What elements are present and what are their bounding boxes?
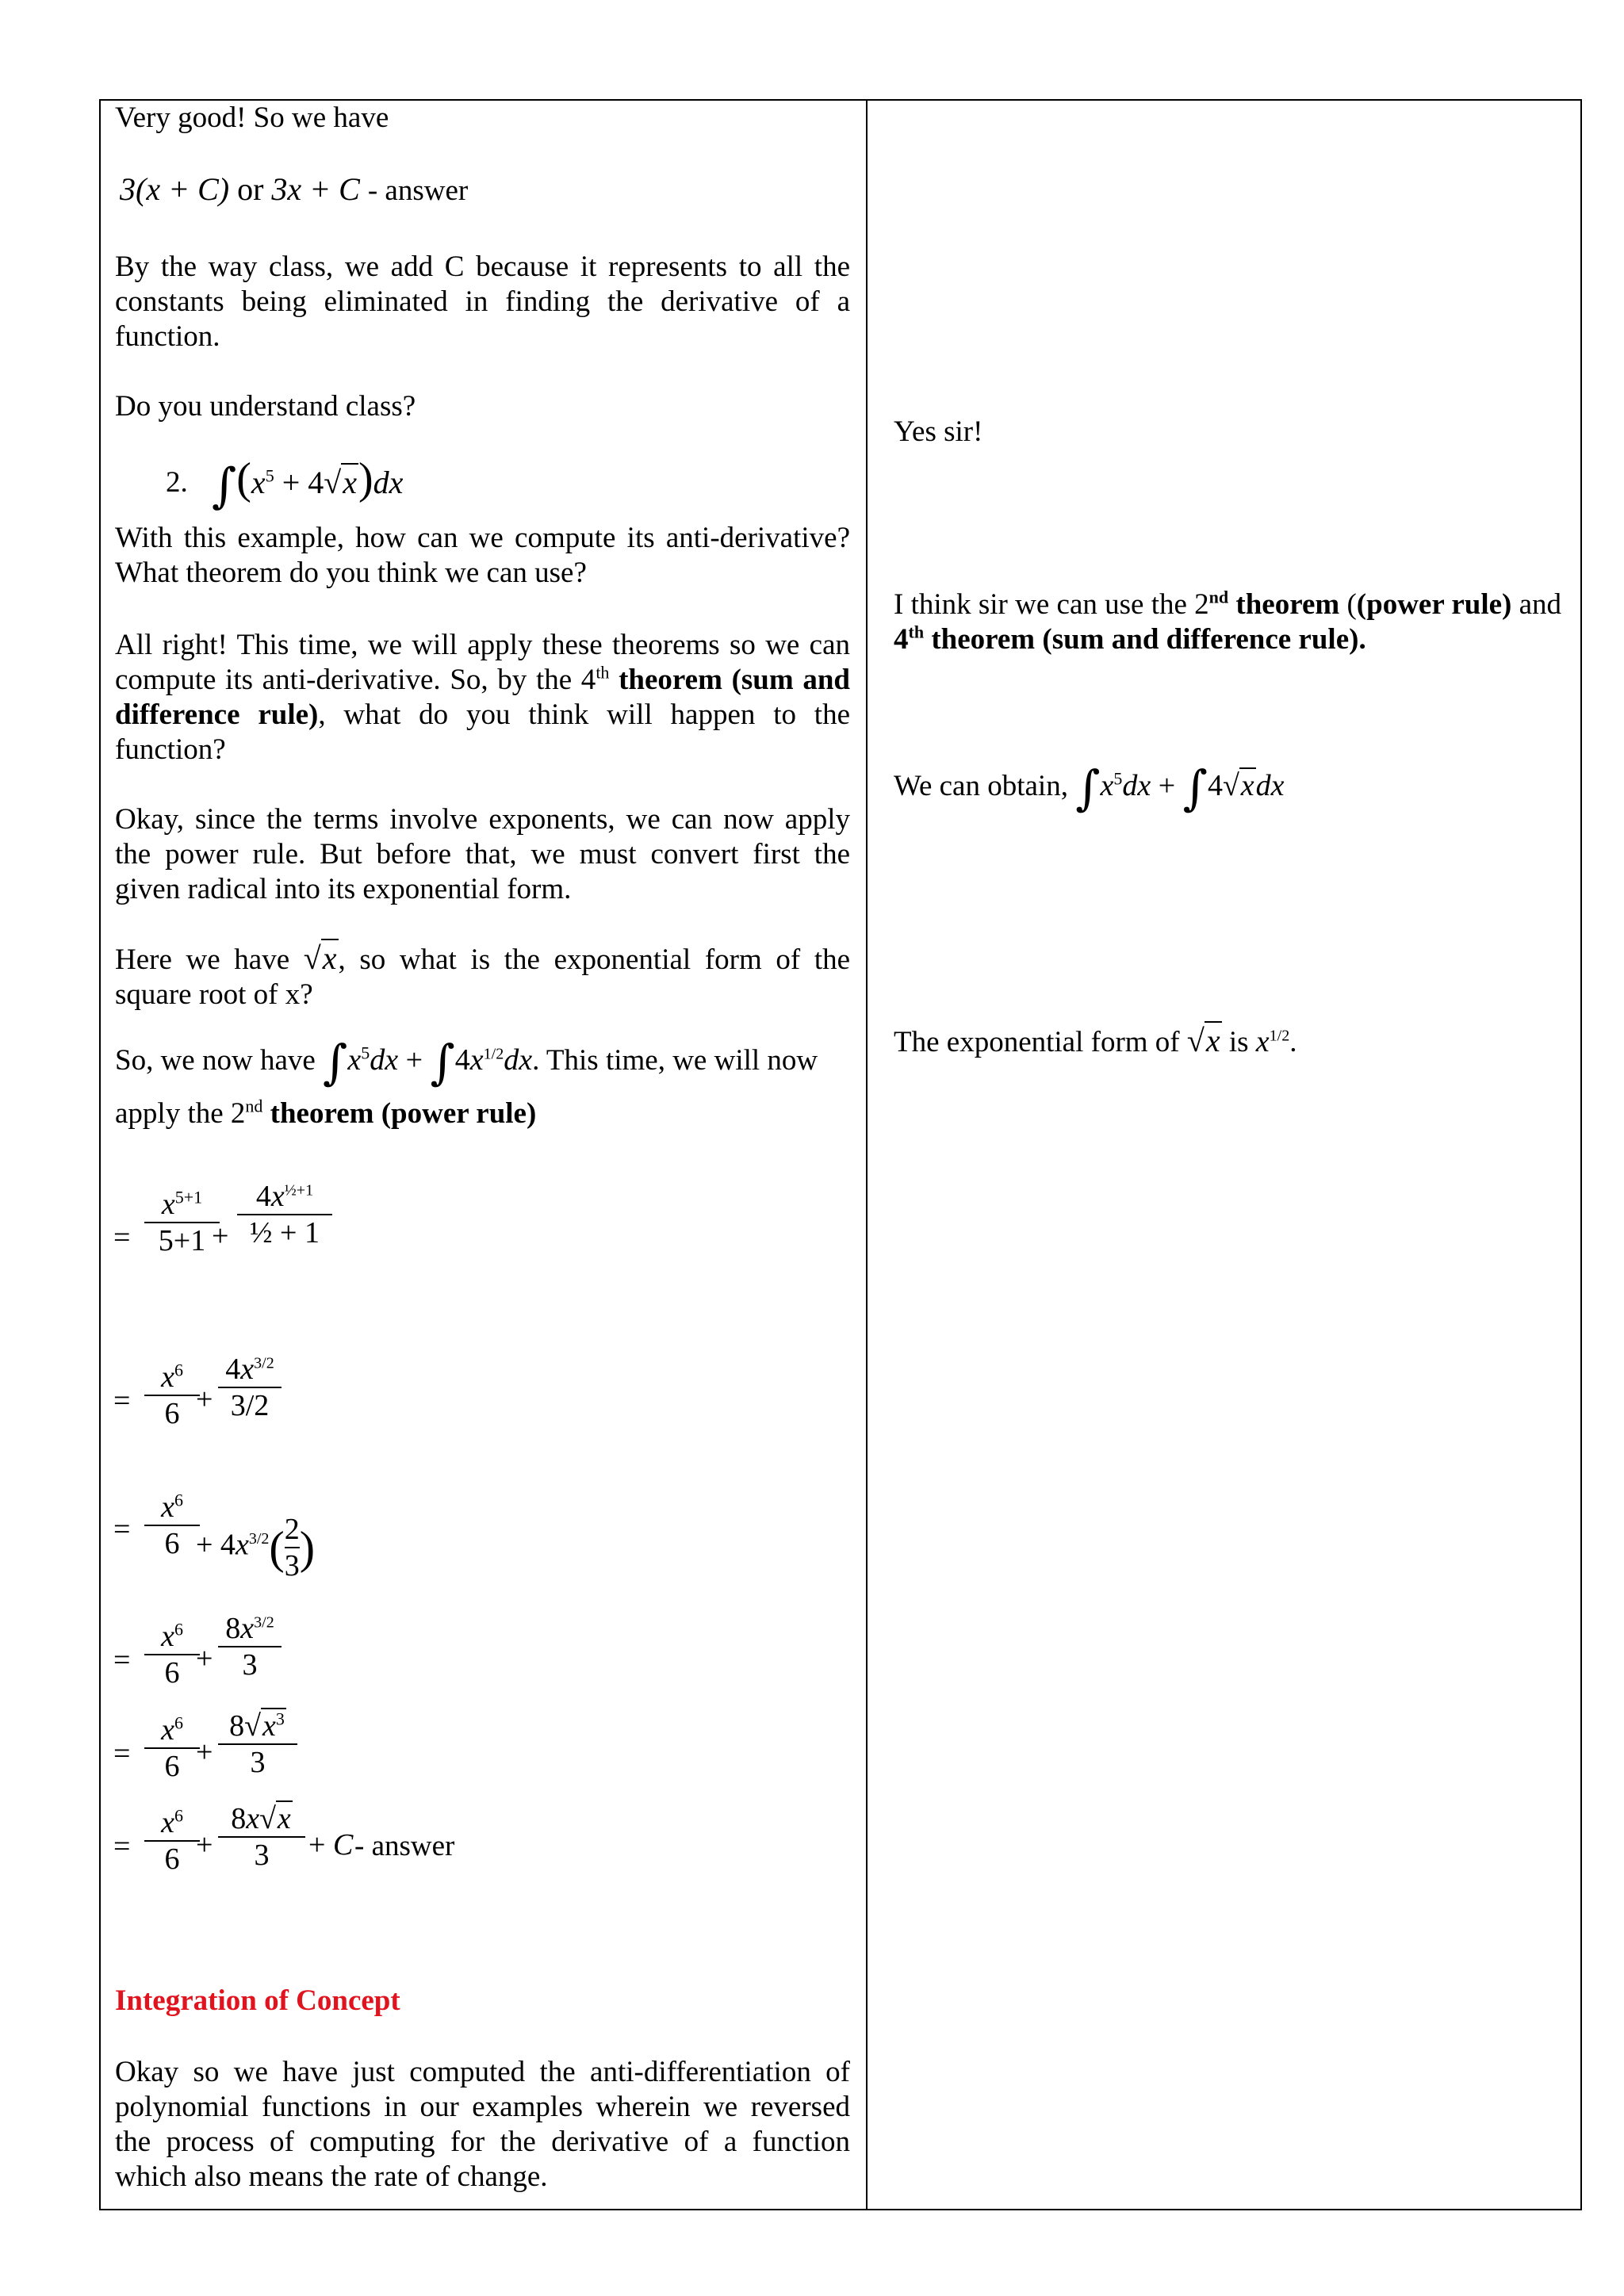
step-2-equals: = (113, 1384, 131, 1418)
step-3-equals: = (113, 1513, 131, 1546)
example-2-number: 2. (166, 466, 188, 499)
student-answer-theorems: I think sir we can use the 2nd theorem ((power rule) and 4th theorem (sum and difference rule). (894, 587, 1562, 656)
teacher-line-apply-power: apply the 2nd theorem (power rule) (115, 1096, 537, 1130)
step-1-equals: = (113, 1221, 131, 1254)
step-4-fraction-a: $x^6$ 6 (144, 1619, 200, 1690)
teacher-paragraph-sum-rule: All right! This time, we will apply these theorems so we can compute its anti-derivative. So, by the 4th theorem (sum and difference rule), what do you think will happen to the function? (115, 629, 850, 766)
section-heading-integration: Integration of Concept (115, 1984, 400, 2017)
step-2-plus: + (196, 1383, 213, 1416)
step-4-plus: + (196, 1642, 213, 1675)
step-3-fraction-a: $x^6$ 6 (144, 1490, 200, 1561)
step-6-equals: = (113, 1830, 131, 1863)
step-4-fraction-b: $8x^{3/2}$ 3 (218, 1611, 282, 1682)
student-answer-exponential: The exponential form of √x is $x^{1/2}$. (894, 1023, 1297, 1058)
step-5-fraction-b: $8√x^3$ 3 (218, 1709, 297, 1780)
student-answer-obtain: We can obtain, $\int x^5dx + \int 4√xdx$ (894, 760, 1285, 817)
teacher-question-understand: Do you understand class? (115, 390, 416, 423)
step-1-fraction-a: $x^{5+1}$ 5+1 (144, 1187, 220, 1258)
step-1-fraction-b: $4x^{\frac{1}{2}+1}$ ½ + 1 (237, 1179, 332, 1250)
teacher-paragraph-power-rule: Okay, since the terms involve exponents, we can now apply the power rule. But before that, we must convert first the given radical into its exponential form. (115, 803, 850, 905)
step-6-answer-tag: - answer (354, 1830, 455, 1862)
teacher-paragraph-constant: By the way class, we add C because it represents to all the constants being eliminated in finding the derivative of a function. (115, 251, 850, 353)
step-1-plus: + (212, 1219, 229, 1253)
step-6-fraction-b: 8x√x 3 (218, 1801, 305, 1873)
example-2-integral: $\int(x^5 + 4√x)dx$ (212, 454, 404, 514)
step-5-plus: + (196, 1735, 213, 1769)
step-5-equals: = (113, 1737, 131, 1770)
teacher-question-radical: Here we have √x, so what is the exponential form of the square root of x? (115, 940, 851, 1011)
teacher-line-1: Very good! So we have (115, 101, 389, 134)
column-divider (866, 101, 868, 2209)
step-4-equals: = (113, 1644, 131, 1677)
student-answer-yes: Yes sir! (894, 415, 983, 448)
teacher-paragraph-integration: Okay so we have just computed the anti-differentiation of polynomial functions in our examples wherein we reversed the process of computing for the derivative of a function which also means the rate of change. (115, 2056, 850, 2193)
step-3-term: + $4x^{3/2}$( $\frac{2}{3}$ ) (196, 1513, 316, 1582)
step-6-plus: + (196, 1828, 213, 1862)
step-6-constant: + C (308, 1828, 354, 1862)
step-2-fraction-a: $x^6$ 6 (144, 1360, 200, 1431)
lesson-table (99, 99, 1582, 2210)
answer-1: 3(x + C) or 3x + C - answer (120, 171, 469, 207)
step-6-fraction-a: $x^6$ 6 (144, 1805, 200, 1877)
teacher-line-now-have: So, we now have $\int x^5dx + \int 4x^{1/2}dx$. This time, we will now (115, 1035, 818, 1091)
step-2-fraction-b: $4x^{3/2}$ 3/2 (218, 1352, 282, 1423)
teacher-question-theorem: With this example, how can we compute its anti-derivative? What theorem do you think we can use? (115, 522, 850, 589)
step-5-fraction-a: $x^6$ 6 (144, 1712, 200, 1784)
